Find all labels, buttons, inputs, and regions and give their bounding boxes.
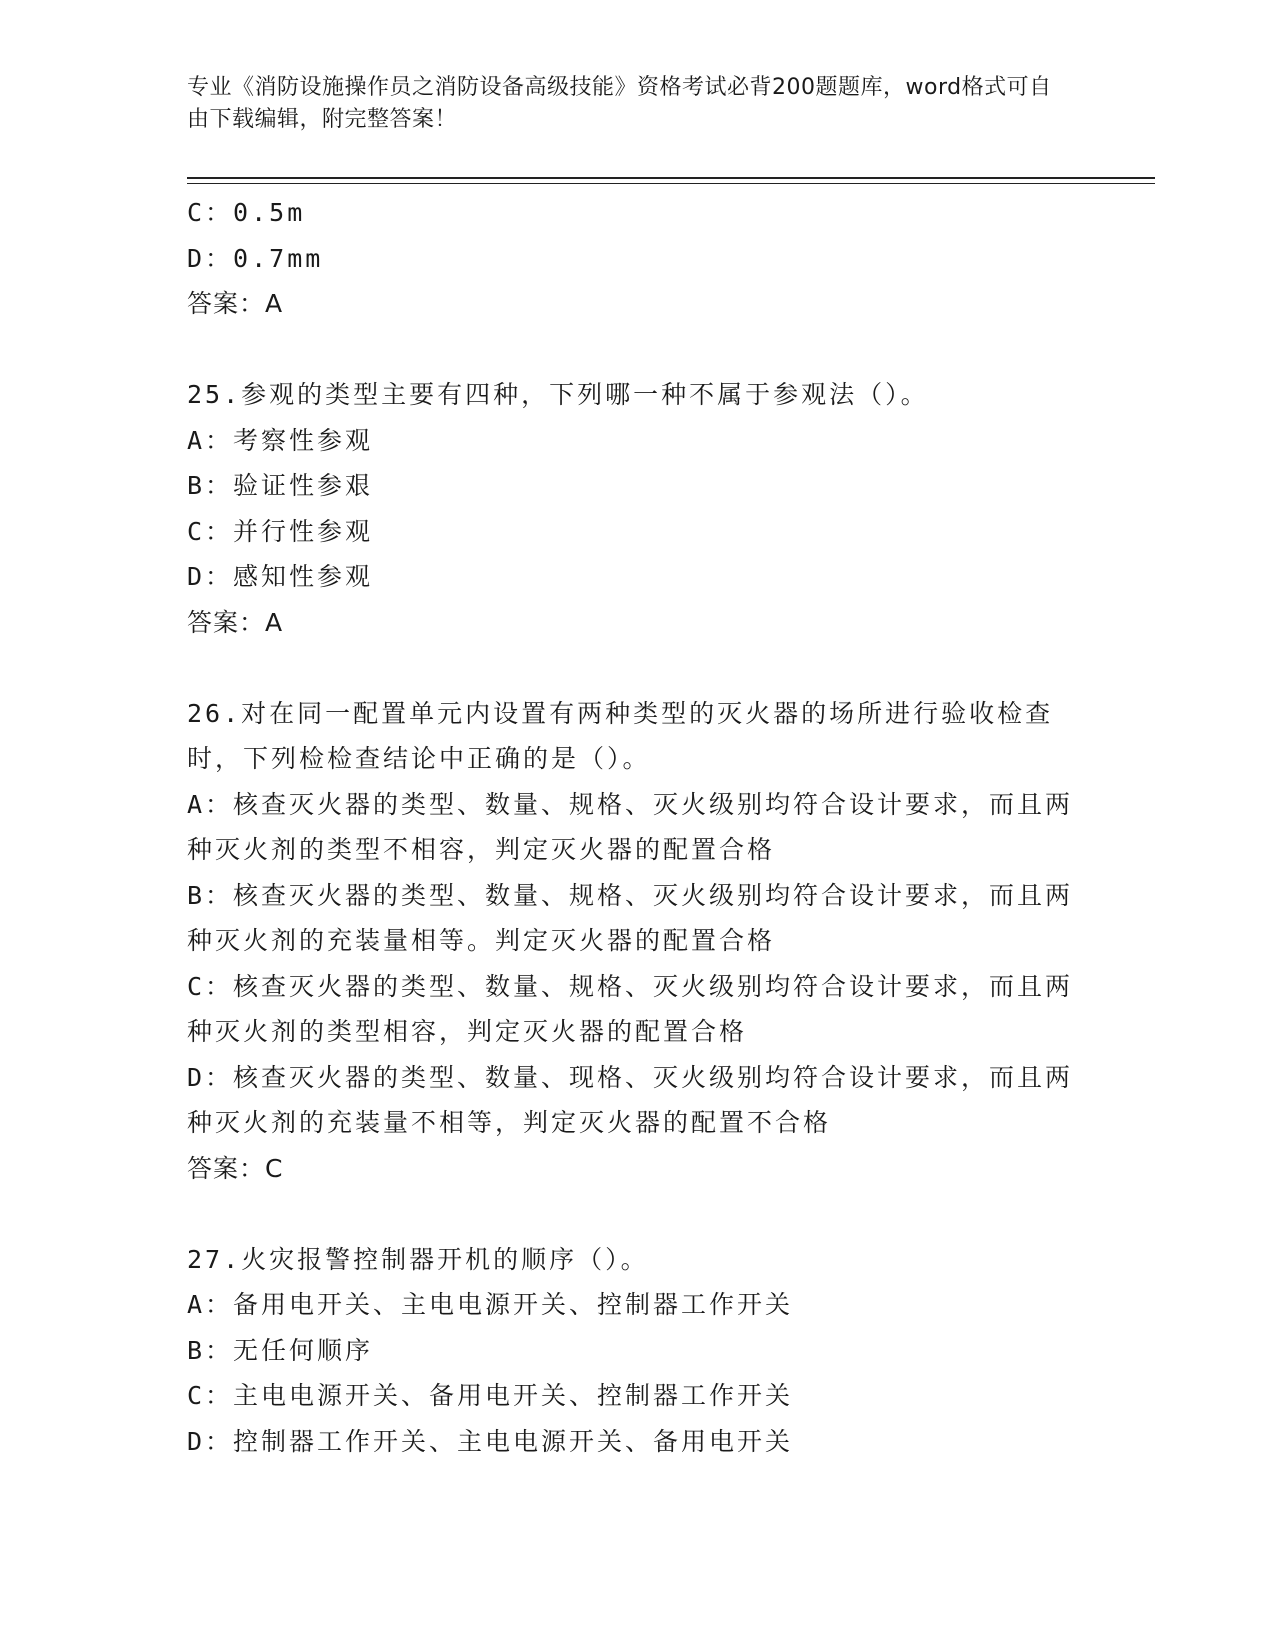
document-header: 专业《消防设施操作员之消防设备高级技能》资格考试必背200题题库，word格式可自由下载编辑，附完整答案！ bbox=[187, 75, 1052, 132]
spacer bbox=[187, 645, 1087, 691]
option-d: D：感知性参观 bbox=[187, 562, 374, 591]
option-c: C：0.5m bbox=[187, 198, 306, 227]
option-b: B：验证性参艰 bbox=[187, 471, 374, 500]
option-c: C：并行性参观 bbox=[187, 516, 374, 546]
option-c: C：主电电源开关、备用电开关、控制器工作开关 bbox=[187, 1381, 794, 1410]
answer-line: 答案：A bbox=[187, 607, 284, 637]
header-rule-thin bbox=[187, 183, 1155, 184]
question-block-25 bbox=[187, 372, 1087, 645]
spacer bbox=[187, 1191, 1087, 1237]
answer-line: 答案：A bbox=[187, 289, 284, 318]
option-d: D：核查灭火器的类型、数量、现格、灭火级别均符合设计要求，而且两种灭火剂的充装量不相等，判定灭火器的配置不合格 bbox=[187, 1062, 1074, 1137]
option-a: A：考察性参观 bbox=[187, 425, 374, 455]
answer-line: 答案：C bbox=[187, 1153, 284, 1183]
question-block-27 bbox=[187, 1237, 1087, 1465]
option-a: A：核查灭火器的类型、数量、规格、灭火级别均符合设计要求，而且两种灭火剂的类型不相容，判定灭火器的配置合格 bbox=[187, 789, 1074, 864]
option-a: A：备用电开关、主电电源开关、控制器工作开关 bbox=[187, 1290, 794, 1319]
option-d: D：控制器工作开关、主电电源开关、备用电开关 bbox=[187, 1426, 794, 1456]
option-c: C：核查灭火器的类型、数量、规格、灭火级别均符合设计要求，而且两种灭火剂的类型相容，判定灭火器的配置合格 bbox=[187, 971, 1074, 1046]
option-b: B：无任何顺序 bbox=[187, 1335, 374, 1365]
question-block-26 bbox=[187, 691, 1087, 1192]
question-text: 26.对在同一配置单元内设置有两种类型的灭火器的场所进行验收检查时，下列检检查结论中正确的是（）。 bbox=[187, 698, 1054, 773]
question-text: 25.参观的类型主要有四种，下列哪一种不属于参观法（）。 bbox=[187, 380, 929, 409]
option-d: D：0.7mm bbox=[187, 243, 324, 273]
question-text: 27.火灾报警控制器开机的顺序（）。 bbox=[187, 1244, 649, 1274]
spacer bbox=[187, 327, 1087, 373]
option-b: B：核查灭火器的类型、数量、规格、灭火级别均符合设计要求，而且两种灭火剂的充装量相等。判定灭火器的配置合格 bbox=[187, 880, 1074, 955]
header-rule-thick bbox=[187, 177, 1155, 179]
question-content bbox=[187, 190, 1087, 1464]
question-block-24-tail bbox=[187, 190, 1087, 327]
